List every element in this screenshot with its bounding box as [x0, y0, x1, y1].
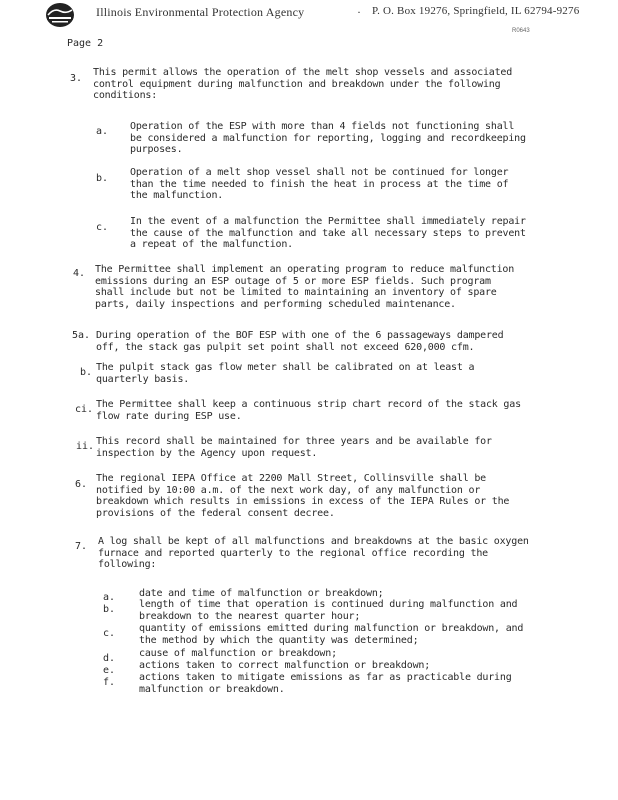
subitem-number: a.: [96, 126, 109, 137]
subitem-number: b.: [96, 173, 109, 184]
item-number: 7.: [75, 541, 88, 552]
item-5a-text: During operation of the BOF ESP with one of the 6 passageways dampered off, the stack gas pulpit set point shall not exceed 620,000 cfm.: [96, 330, 504, 353]
item-3b-text: Operation of a melt shop vessel shall not be continued for longer than the time needed to finish the heat in process at the time of the malfunction.: [130, 167, 509, 201]
page-number: Page 2: [67, 38, 104, 49]
item-7d-text: cause of malfunction or breakdown;: [139, 648, 337, 659]
item-7c-text: quantity of emissions emitted during malfunction or breakdown, and the method by which the quantity was determined;: [139, 623, 524, 646]
item-number: b.: [80, 367, 93, 378]
agency-seal-logo: [44, 2, 76, 30]
item-number: 5a.: [72, 330, 91, 341]
item-7b-text: length of time that operation is continued during malfunction and breakdown to the nearest quarter hour;: [139, 599, 518, 622]
item-5ci-text: The Permittee shall keep a continuous strip chart record of the stack gas flow rate during ESP use.: [96, 399, 521, 422]
subitem-number: c.: [103, 628, 116, 639]
subitem-number: b.: [103, 604, 116, 615]
item-3-text: This permit allows the operation of the melt shop vessels and associated control equipment during malfunction and breakdown under the following conditions:: [93, 67, 513, 101]
item-5b-text: The pulpit stack gas flow meter shall be calibrated on at least a quarterly basis.: [96, 362, 475, 385]
item-3c-text: In the event of a malfunction the Permittee shall immediately repair the cause of the malfunction and take all necessary steps to prevent a repeat of the malfunction.: [130, 216, 526, 250]
agency-address: P. O. Box 19276, Springfield, IL 62794-9276: [372, 5, 580, 17]
document-code: R0643: [512, 28, 530, 34]
item-3a-text: Operation of the ESP with more than 4 fields not functioning shall be considered a malfunction for reporting, logging and recordkeeping purposes.: [130, 121, 526, 155]
item-number: ii.: [76, 441, 95, 452]
item-number: 3.: [70, 73, 83, 84]
item-7a-text: date and time of malfunction or breakdown;: [139, 588, 384, 599]
subitem-number: a.: [103, 592, 116, 603]
item-7f-text: actions taken to mitigate emissions as far as practicable during malfunction or breakdown.: [139, 672, 512, 695]
agency-name: Illinois Environmental Protection Agency: [96, 5, 305, 19]
item-7e-text: actions taken to correct malfunction or breakdown;: [139, 660, 431, 671]
header-separator: ·: [357, 5, 362, 19]
subitem-number: f.: [103, 677, 116, 688]
subitem-number: d.: [103, 653, 116, 664]
item-number: 4.: [73, 268, 86, 279]
item-number: ci.: [75, 404, 94, 415]
subitem-number: c.: [96, 222, 109, 233]
item-6-text: The regional IEPA Office at 2200 Mall Street, Collinsville shall be notified by 10:00 a.m. of the next work day, of any malfunction or breakdown which results in emissions in excess of the IEPA Rules or the provisions of the federal consent decree.: [96, 473, 510, 519]
item-7-text: A log shall be kept of all malfunctions and breakdowns at the basic oxygen furnace and reported quarterly to the regional office recording the following:: [98, 536, 529, 570]
item-4-text: The Permittee shall implement an operating program to reduce malfunction emissions during an ESP outage of 5 or more ESP fields. Such program shall include but not be limited to maintaining an inventory of spare parts, daily inspections and performing scheduled maintenance.: [95, 264, 515, 310]
item-number: 6.: [75, 479, 88, 490]
subitem-number: e.: [103, 665, 116, 676]
item-5ii-text: This record shall be maintained for three years and be available for inspection by the Agency upon request.: [96, 436, 492, 459]
